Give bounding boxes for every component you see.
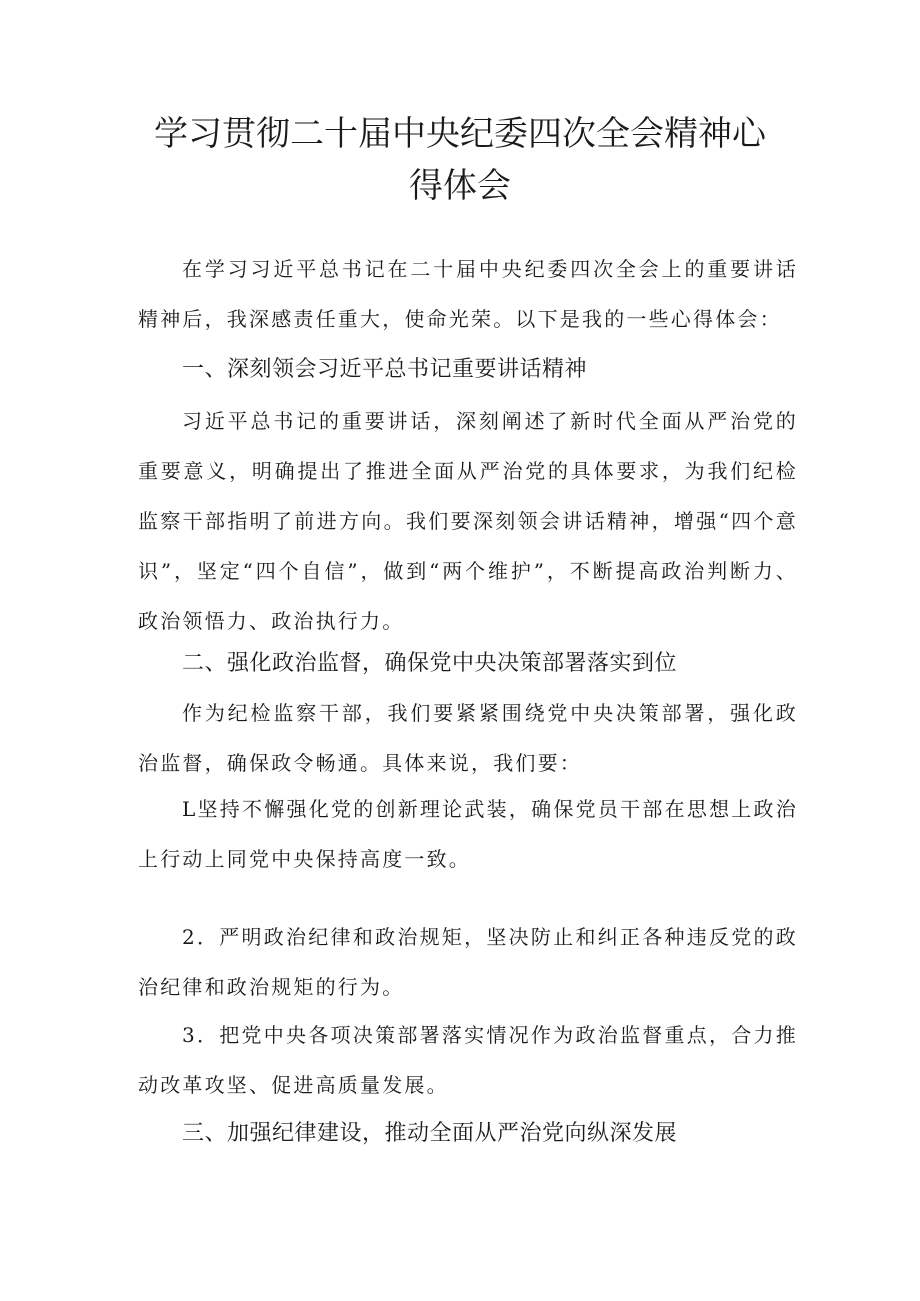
section-1-heading: 一、深刻领会习近平总书记重要讲话精神 xyxy=(182,357,588,382)
document-title xyxy=(130,108,790,212)
title-line-2: 得体会 xyxy=(409,166,511,206)
section-2-heading: 二、强化政治监督，确保党中央决策部署落实到位 xyxy=(182,651,678,676)
list-item-3: 3．把党中央各项决策部署落实情况作为政治监督重点，合力推动改革攻坚、促进高质量发展。 xyxy=(138,1023,798,1097)
intro-paragraph: 在学习习近平总书记在二十届中央纪委四次全会上的重要讲话精神后，我深感责任重大，使命光荣。以下是我的一些心得体会： xyxy=(138,257,798,331)
section-2-paragraph: 作为纪检监察干部，我们要紧紧围绕党中央决策部署，强化政治监督，确保政令畅通。具体来说，我们要： xyxy=(138,701,798,775)
list-item-2: 2．严明政治纪律和政治规矩，坚决防止和纠正各种违反党的政治纪律和政治规矩的行为。 xyxy=(138,925,798,999)
title-line-1: 学习贯彻二十届中央纪委四次全会精神心 xyxy=(154,114,766,154)
list-item-1: L坚持不懈强化党的创新理论武装，确保党员干部在思想上政治上行动上同党中央保持高度一致。 xyxy=(138,797,798,871)
section-1-paragraph: 习近平总书记的重要讲话，深刻阐述了新时代全面从严治党的重要意义，明确提出了推进全面从严治党的具体要求，为我们纪检监察干部指明了前进方向。我们要深刻领会讲话精神，增强“四个意识”，坚定“四个自信”，做到“两个维护”，不断提高政治判断力、政治领悟力、政治执行力。 xyxy=(138,409,798,633)
section-3-heading: 三、加强纪律建设，推动全面从严治党向纵深发展 xyxy=(182,1121,678,1146)
